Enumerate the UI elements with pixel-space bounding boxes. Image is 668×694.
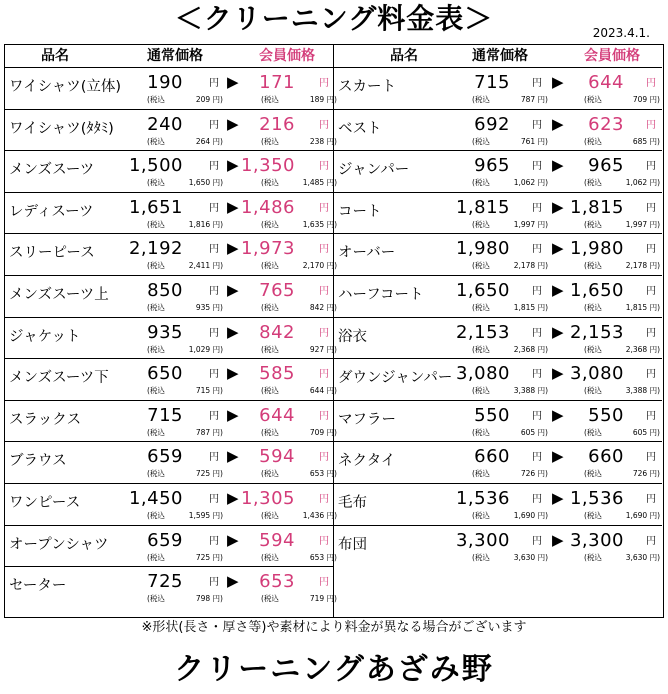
tax-value: 719 円): [309, 594, 337, 604]
tax-label: (税込: [261, 386, 279, 396]
regular-price: 1,980: [455, 238, 510, 260]
table-row: [5, 275, 337, 317]
tax-label: (税込: [472, 511, 490, 520]
tax-label: (税込: [261, 511, 279, 520]
item-name: メンズスーツ上: [9, 287, 109, 303]
tax-label: (税込: [584, 386, 602, 396]
yen-unit: 円: [646, 161, 656, 173]
tax-value: 709 円): [632, 95, 660, 104]
tax-value: 935 円): [195, 303, 223, 312]
tax-value: 3,388 円): [625, 386, 660, 396]
item-name: 布団: [338, 536, 367, 553]
yen-unit: 円: [209, 202, 219, 214]
yen-unit: 円: [532, 369, 542, 381]
yen-unit: 円: [646, 369, 656, 381]
regular-price: 935: [147, 321, 183, 343]
item-name: レディスーツ: [9, 203, 94, 220]
arrow-icon: ▶: [227, 530, 239, 549]
table-row: [334, 109, 662, 151]
member-price: 216: [259, 113, 295, 135]
item-name: スカート: [338, 79, 396, 95]
member-price: 594: [259, 529, 295, 551]
yen-unit: 円: [532, 244, 542, 256]
tax-label: (税込: [472, 469, 490, 479]
shop-name: クリーニングあざみ野: [174, 652, 494, 687]
yen-unit: 円: [532, 452, 542, 464]
member-price: 1,486: [240, 196, 295, 218]
tax-label: (税込: [472, 178, 490, 188]
tax-label: (税込: [147, 136, 165, 146]
arrow-icon: ▶: [227, 281, 239, 299]
tax-label: (税込: [472, 427, 490, 437]
table-row: [334, 400, 662, 442]
yen-unit: 円: [646, 410, 656, 422]
tax-label: (税込: [584, 427, 602, 437]
regular-price: 1,536: [455, 488, 510, 509]
arrow-icon: ▶: [552, 322, 564, 341]
tax-label: (税込: [584, 344, 602, 354]
yen-unit: 円: [319, 494, 329, 505]
regular-price: 1,815: [455, 196, 510, 218]
item-name: ダウンジャンパー: [338, 370, 453, 387]
yen-unit: 円: [532, 410, 542, 422]
yen-unit: 円: [319, 452, 329, 464]
arrow-icon: ▶: [552, 281, 564, 299]
yen-unit: 円: [319, 161, 329, 173]
tax-label: (税込: [472, 386, 490, 396]
tax-label: (税込: [584, 469, 602, 479]
item-name: メンズスーツ下: [9, 370, 109, 387]
tax-label: (税込: [261, 427, 279, 437]
table-row: [5, 441, 337, 483]
tax-value: 798 円): [195, 594, 223, 604]
arrow-icon: ▶: [227, 156, 239, 175]
yen-unit: 円: [209, 452, 219, 464]
tax-value: 264 円): [195, 136, 223, 146]
item-name: オーバー: [338, 245, 396, 262]
regular-price: 1,651: [128, 196, 183, 218]
tax-label: (税込: [261, 594, 279, 604]
yen-unit: 円: [532, 78, 542, 89]
tax-value: 3,630 円): [513, 552, 548, 562]
tax-value: 726 円): [520, 469, 548, 479]
item-name: スラックス: [9, 411, 82, 428]
tax-value: 1,690 円): [513, 511, 548, 520]
yen-unit: 円: [209, 78, 219, 89]
member-price: 1,973: [240, 238, 295, 260]
tax-value: 2,178 円): [625, 261, 660, 271]
yen-unit: 円: [209, 119, 219, 131]
regular-price: 659: [147, 529, 183, 551]
yen-unit: 円: [532, 286, 542, 297]
header-item-name: 品名: [41, 48, 69, 64]
yen-unit: 円: [319, 577, 329, 589]
footer-note: ※形状(長さ・厚さ等)や素材により料金が異なる場合がございます: [141, 620, 527, 635]
tax-label: (税込: [472, 344, 490, 354]
tax-value: 726 円): [632, 469, 660, 479]
table-row: [5, 109, 337, 151]
table-row: [334, 150, 662, 192]
yen-unit: 円: [646, 494, 656, 505]
regular-price: 1,500: [128, 155, 183, 177]
regular-price: 715: [147, 404, 183, 426]
member-price: 594: [259, 446, 295, 468]
arrow-icon: ▶: [552, 489, 564, 507]
yen-unit: 円: [646, 452, 656, 464]
tax-value: 3,388 円): [513, 386, 548, 396]
table-row: [5, 317, 337, 359]
header-regular-price: 通常価格: [472, 48, 528, 64]
item-name: ベスト: [338, 120, 382, 137]
tax-value: 2,368 円): [513, 344, 548, 354]
item-name: ワイシャツ(立体): [9, 79, 122, 95]
member-price: 3,300: [569, 529, 624, 551]
yen-unit: 円: [209, 286, 219, 297]
member-price: 1,650: [569, 280, 624, 301]
tax-label: (税込: [147, 594, 165, 604]
tax-label: (税込: [147, 178, 165, 188]
tax-value: 1,690 円): [625, 511, 660, 520]
item-name: ジャケット: [9, 328, 81, 345]
table-row: [334, 192, 662, 234]
item-name: スリーピース: [9, 245, 95, 262]
tax-label: (税込: [147, 552, 165, 562]
arrow-icon: ▶: [227, 73, 239, 91]
arrow-icon: ▶: [552, 405, 564, 424]
tax-label: (税込: [584, 136, 602, 146]
tax-value: 927 円): [309, 344, 337, 354]
regular-price: 650: [147, 363, 183, 385]
tax-value: 1,029 円): [188, 344, 223, 354]
tax-label: (税込: [472, 552, 490, 562]
yen-unit: 円: [646, 327, 656, 339]
regular-price: 2,153: [455, 321, 510, 343]
arrow-icon: ▶: [552, 530, 564, 549]
yen-unit: 円: [532, 327, 542, 339]
tax-value: 725 円): [195, 469, 223, 479]
tax-value: 1,997 円): [625, 219, 660, 229]
tax-value: 1,997 円): [513, 219, 548, 229]
table-row: [5, 566, 337, 608]
regular-price: 725: [147, 571, 183, 593]
tax-label: (税込: [472, 261, 490, 271]
yen-unit: 円: [209, 410, 219, 422]
member-price: 1,536: [569, 488, 624, 509]
arrow-icon: ▶: [227, 364, 239, 383]
item-name: ネクタイ: [338, 453, 396, 470]
table-row: [334, 233, 662, 275]
tax-label: (税込: [584, 303, 602, 312]
tax-value: 209 円): [195, 95, 223, 104]
item-name: 毛布: [338, 495, 367, 511]
tax-label: (税込: [472, 95, 490, 104]
arrow-icon: ▶: [227, 239, 239, 258]
tax-value: 2,170 円): [302, 261, 337, 271]
tax-label: (税込: [147, 344, 165, 354]
tax-value: 605 円): [520, 427, 548, 437]
regular-price: 3,080: [455, 363, 510, 385]
regular-price: 1,450: [128, 488, 183, 509]
table-row: [5, 67, 337, 109]
yen-unit: 円: [319, 369, 329, 381]
right-column: [334, 45, 662, 617]
member-price: 623: [588, 113, 624, 135]
yen-unit: 円: [319, 410, 329, 422]
tax-label: (税込: [584, 178, 602, 188]
tax-label: (税込: [147, 303, 165, 312]
arrow-icon: ▶: [227, 322, 239, 341]
member-price: 171: [259, 72, 295, 93]
tax-label: (税込: [584, 552, 602, 562]
table-row: [5, 525, 337, 567]
regular-price: 660: [474, 446, 510, 468]
tax-value: 1,436 円): [302, 511, 337, 520]
tax-value: 1,650 円): [188, 178, 223, 188]
regular-price: 715: [474, 72, 510, 93]
item-name: メンズスーツ: [9, 162, 95, 179]
regular-price: 2,192: [128, 238, 183, 260]
tax-value: 715 円): [195, 386, 223, 396]
tax-value: 1,815 円): [625, 303, 660, 312]
item-name: セーター: [9, 578, 67, 595]
yen-unit: 円: [532, 161, 542, 173]
item-name: ブラウス: [9, 453, 67, 470]
arrow-icon: ▶: [552, 447, 564, 466]
regular-price: 659: [147, 446, 183, 468]
member-price: 2,153: [569, 321, 624, 343]
tax-value: 725 円): [195, 552, 223, 562]
regular-price: 550: [474, 404, 510, 426]
yen-unit: 円: [319, 535, 329, 547]
yen-unit: 円: [646, 119, 656, 131]
tax-label: (税込: [147, 261, 165, 271]
yen-unit: 円: [646, 244, 656, 256]
item-name: コート: [338, 203, 382, 220]
tax-label: (税込: [584, 511, 602, 520]
tax-label: (税込: [261, 344, 279, 354]
item-name: マフラー: [338, 411, 396, 428]
member-price: 765: [259, 280, 295, 301]
tax-value: 3,630 円): [625, 552, 660, 562]
table-row: [334, 317, 662, 359]
tax-value: 2,368 円): [625, 344, 660, 354]
tax-value: 1,062 円): [625, 178, 660, 188]
table-row: [5, 358, 337, 400]
tax-value: 1,816 円): [188, 219, 223, 229]
table-row: [5, 192, 337, 234]
item-name: 浴衣: [338, 328, 367, 345]
tax-label: (税込: [147, 427, 165, 437]
arrow-icon: ▶: [227, 489, 239, 507]
tax-label: (税込: [584, 219, 602, 229]
item-name: ジャンパー: [338, 162, 410, 179]
header-member-price: 会員価格: [259, 48, 315, 64]
member-price: 644: [259, 404, 295, 426]
tax-value: 653 円): [309, 552, 337, 562]
arrow-icon: ▶: [552, 156, 564, 175]
yen-unit: 円: [646, 202, 656, 214]
tax-value: 2,411 円): [188, 261, 223, 271]
arrow-icon: ▶: [227, 197, 239, 216]
tax-value: 1,815 円): [513, 303, 548, 312]
header-member-price: 会員価格: [584, 48, 640, 64]
tax-value: 842 円): [309, 303, 337, 312]
tax-value: 1,635 円): [302, 219, 337, 229]
arrow-icon: ▶: [552, 73, 564, 91]
tax-value: 238 円): [309, 136, 337, 146]
tax-value: 709 円): [309, 427, 337, 437]
yen-unit: 円: [532, 494, 542, 505]
tax-value: 1,485 円): [302, 178, 337, 188]
yen-unit: 円: [532, 119, 542, 131]
tax-label: (税込: [584, 95, 602, 104]
tax-label: (税込: [147, 386, 165, 396]
regular-price: 965: [474, 155, 510, 177]
yen-unit: 円: [319, 244, 329, 256]
tax-value: 653 円): [309, 469, 337, 479]
yen-unit: 円: [319, 327, 329, 339]
tax-label: (税込: [261, 219, 279, 229]
table-row: [334, 441, 662, 483]
member-price: 965: [588, 155, 624, 177]
member-price: 1,350: [240, 155, 295, 177]
yen-unit: 円: [319, 119, 329, 131]
regular-price: 1,650: [455, 280, 510, 301]
item-name: ワイシャツ(ﾀﾀﾐ): [9, 120, 114, 137]
item-name: オープンシャツ: [9, 536, 109, 553]
regular-price: 240: [147, 113, 183, 135]
tax-value: 605 円): [632, 427, 660, 437]
arrow-icon: ▶: [227, 572, 239, 591]
tax-label: (税込: [261, 136, 279, 146]
arrow-icon: ▶: [227, 447, 239, 466]
member-price: 585: [259, 363, 295, 385]
member-price: 550: [588, 404, 624, 426]
tax-label: (税込: [472, 136, 490, 146]
table-row: [5, 483, 337, 525]
yen-unit: 円: [646, 286, 656, 297]
table-row: [334, 483, 662, 525]
member-price: 644: [588, 72, 624, 93]
yen-unit: 円: [209, 327, 219, 339]
tax-label: (税込: [472, 219, 490, 229]
tax-label: (税込: [261, 303, 279, 312]
yen-unit: 円: [532, 202, 542, 214]
effective-date: 2023.4.1.: [592, 26, 650, 40]
regular-price: 692: [474, 113, 510, 135]
yen-unit: 円: [319, 78, 329, 89]
tax-label: (税込: [584, 261, 602, 271]
arrow-icon: ▶: [552, 114, 564, 133]
member-price: 3,080: [569, 363, 624, 385]
yen-unit: 円: [209, 161, 219, 173]
tax-label: (税込: [147, 95, 165, 104]
header-regular-price: 通常価格: [147, 48, 203, 64]
table-row: [334, 275, 662, 317]
page-title: ＜クリーニング料金表＞: [174, 2, 494, 35]
tax-label: (税込: [261, 552, 279, 562]
left-column: [5, 45, 337, 617]
header-item-name: 品名: [390, 48, 418, 64]
member-price: 1,815: [569, 196, 624, 218]
yen-unit: 円: [319, 286, 329, 297]
tax-label: (税込: [147, 511, 165, 520]
table-row: [5, 233, 337, 275]
tax-value: 189 円): [309, 95, 337, 104]
yen-unit: 円: [532, 535, 542, 547]
tax-value: 644 円): [309, 386, 337, 396]
yen-unit: 円: [646, 535, 656, 547]
tax-value: 685 円): [632, 136, 660, 146]
table-row: [334, 67, 662, 109]
tax-value: 1,062 円): [513, 178, 548, 188]
member-price: 660: [588, 446, 624, 468]
tax-label: (税込: [261, 178, 279, 188]
regular-price: 850: [147, 280, 183, 301]
yen-unit: 円: [209, 577, 219, 589]
arrow-icon: ▶: [552, 364, 564, 383]
price-table: [4, 44, 664, 618]
tax-value: 787 円): [520, 95, 548, 104]
tax-label: (税込: [261, 95, 279, 104]
tax-value: 787 円): [195, 427, 223, 437]
arrow-icon: ▶: [552, 197, 564, 216]
yen-unit: 円: [209, 535, 219, 547]
tax-value: 1,595 円): [188, 511, 223, 520]
member-price: 1,305: [240, 488, 295, 509]
regular-price: 190: [147, 72, 183, 93]
regular-price: 3,300: [455, 529, 510, 551]
table-row: [334, 525, 662, 567]
yen-unit: 円: [209, 494, 219, 505]
tax-value: 761 円): [520, 136, 548, 146]
tax-label: (税込: [147, 219, 165, 229]
yen-unit: 円: [319, 202, 329, 214]
tax-value: 2,178 円): [513, 261, 548, 271]
table-row: [5, 400, 337, 442]
item-name: ハーフコート: [338, 287, 424, 303]
table-row: [5, 150, 337, 192]
tax-label: (税込: [261, 469, 279, 479]
item-name: ワンピース: [9, 495, 81, 511]
member-price: 653: [259, 571, 295, 593]
yen-unit: 円: [209, 369, 219, 381]
tax-label: (税込: [147, 469, 165, 479]
arrow-icon: ▶: [227, 114, 239, 133]
arrow-icon: ▶: [227, 405, 239, 424]
table-row: [334, 358, 662, 400]
tax-label: (税込: [261, 261, 279, 271]
yen-unit: 円: [209, 244, 219, 256]
arrow-icon: ▶: [552, 239, 564, 258]
member-price: 1,980: [569, 238, 624, 260]
member-price: 842: [259, 321, 295, 343]
tax-label: (税込: [472, 303, 490, 312]
yen-unit: 円: [646, 78, 656, 89]
